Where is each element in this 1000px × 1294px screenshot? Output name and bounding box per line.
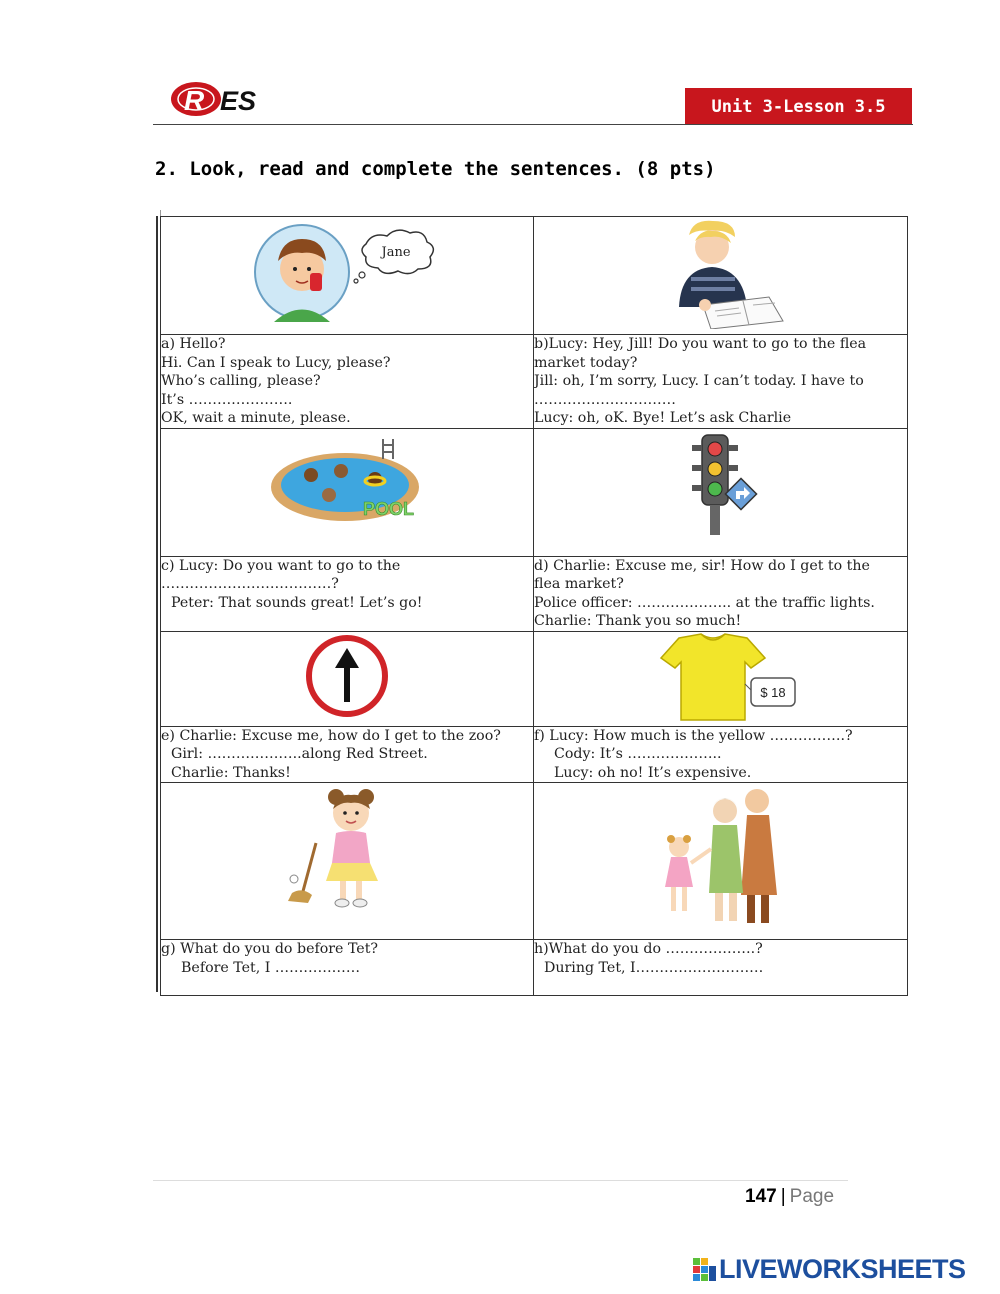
image-cell-h: [534, 783, 908, 940]
dialog-blank-line[interactable]: h)What do you do ……………….?: [534, 941, 763, 957]
dialog-line: f) Lucy: How much is the yellow …………….?: [534, 727, 853, 744]
yellow-tshirt-illustration: [641, 632, 801, 722]
text-cell-b: [534, 335, 908, 429]
page-number-footer: [745, 1186, 834, 1208]
dialog-line: Hi. Can I speak to Lucy, please?: [161, 354, 391, 371]
dialog-line: Lucy: oh no! It’s expensive.: [554, 764, 752, 781]
image-cell-f: [534, 631, 908, 726]
header-divider: [153, 124, 913, 125]
dialog-line: Charlie: Thank you so much!: [534, 613, 742, 629]
dialog-line: Charlie: Thanks!: [171, 764, 291, 781]
dialog-line: Lucy: oh, oK. Bye! Let’s ask Charlie: [534, 410, 792, 426]
dialog-line: market today?: [534, 354, 638, 371]
traffic-light-illustration: [676, 429, 766, 539]
dialog-line: Who’s calling, please?: [161, 373, 321, 389]
text-cell-a: [161, 335, 534, 429]
pool-word: POOL: [363, 498, 415, 519]
liveworksheets-watermark: [693, 1254, 966, 1285]
text-cell-e: [161, 726, 534, 783]
watermark-text: LIVEWORKSHEETS: [719, 1254, 966, 1284]
swimming-pool-illustration: [267, 429, 427, 529]
liveworksheets-logo-icon: [693, 1258, 717, 1282]
text-cell-f: [534, 726, 908, 783]
dialog-blank-line[interactable]: ………………………………?: [161, 576, 339, 592]
image-cell-c: [161, 428, 534, 556]
image-cell-a: [161, 217, 534, 335]
svg-text:R: R: [184, 85, 205, 116]
dialog-line: g) What do you do before Tet?: [161, 941, 379, 957]
dialog-line: Peter: That sounds great! Let’s go!: [171, 594, 423, 611]
text-cell-d: [534, 556, 908, 631]
dialog-blank-line[interactable]: During Tet, I………………………: [544, 959, 764, 976]
price-tag: $ 18: [759, 684, 786, 700]
dialog-blank-line[interactable]: It’s ………………….: [161, 391, 293, 408]
image-cell-b: [534, 217, 908, 335]
dialog-line: OK, wait a minute, please.: [161, 410, 351, 426]
image-cell-d: [534, 428, 908, 556]
text-cell-g: [161, 940, 534, 996]
bubble-name: Jane: [381, 245, 411, 260]
grandparents-with-child-illustration: [651, 783, 791, 931]
image-cell-e: [161, 631, 534, 726]
page-separator: |: [780, 1186, 786, 1207]
girl-sweeping-illustration: [282, 783, 412, 913]
dialog-line: a) Hello?: [161, 336, 226, 352]
text-cell-c: [161, 556, 534, 631]
dialog-blank-line[interactable]: Before Tet, I ………………: [181, 959, 361, 976]
boy-doing-homework-illustration: [651, 217, 791, 329]
dialog-line: Jill: oh, I’m sorry, Lucy. I can’t today. I have to: [534, 373, 864, 389]
go-straight-sign-illustration: [302, 632, 392, 720]
boy-on-phone-illustration: [252, 217, 442, 327]
logo-text-es: ES: [220, 86, 257, 116]
exercise-instruction: 2. Look, read and complete the sentences. (8 pts): [155, 158, 716, 180]
dialog-line: flea market?: [534, 576, 624, 592]
footer-divider: [153, 1180, 848, 1181]
exercise-table: [156, 216, 907, 992]
text-cell-h: [534, 940, 908, 996]
dialog-line: e) Charlie: Excuse me, how do I get to the zoo?: [161, 727, 501, 744]
dialog-line: b)Lucy: Hey, Jill! Do you want to go to the flea: [534, 336, 867, 352]
dialog-blank-line[interactable]: Girl: ………………..along Red Street.: [171, 746, 428, 762]
dialog-line: c) Lucy: Do you want to go to the: [161, 557, 401, 574]
image-cell-g: [161, 783, 534, 940]
dialog-blank-line[interactable]: Cody: It’s ………………..: [554, 746, 722, 762]
page-word: Page: [789, 1186, 835, 1207]
dialog-blank-line[interactable]: …………………………: [534, 391, 676, 408]
dialog-blank-line[interactable]: Police officer: ……………….. at the traffic lights.: [534, 594, 875, 611]
res-logo: [170, 80, 290, 118]
unit-lesson-badge: Unit 3-Lesson 3.5: [685, 88, 912, 125]
page-number: 147: [745, 1186, 777, 1207]
dialog-line: d) Charlie: Excuse me, sir! How do I get to the: [534, 557, 870, 574]
